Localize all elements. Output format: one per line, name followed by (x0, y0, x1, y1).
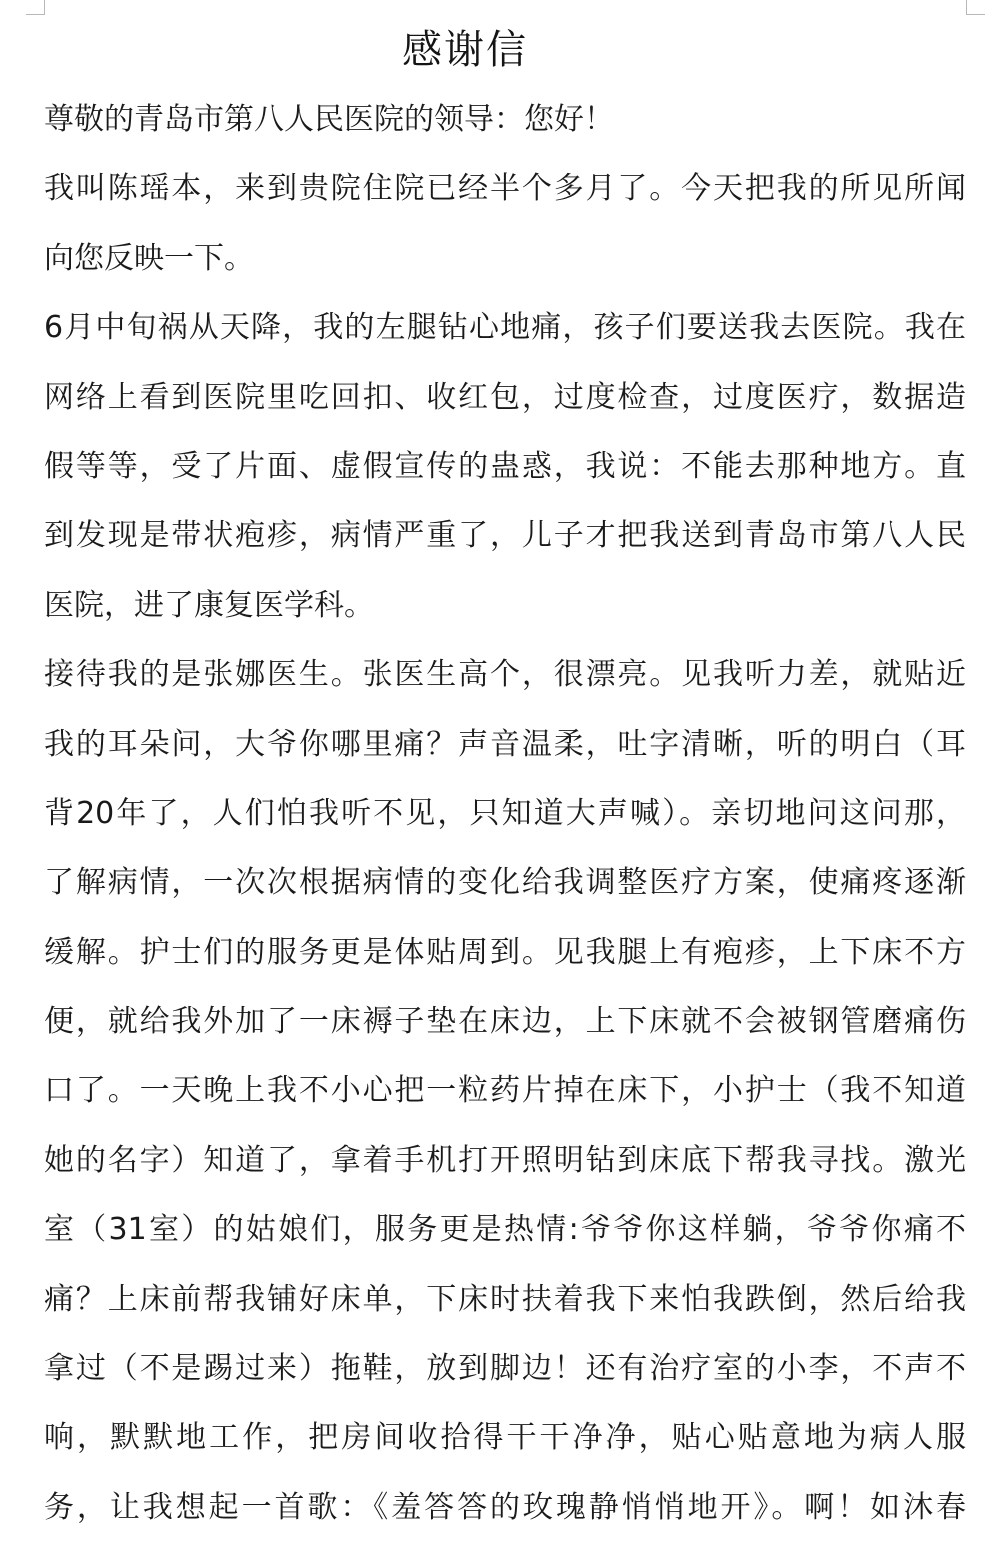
document-title: 感谢信 (402, 27, 528, 73)
text-line: 便，就给我外加了一床褥子垫在床边，上下床就不会被钢管磨痛伤 (44, 1004, 966, 1040)
text-line: 背20年了，人们怕我听不见，只知道大声喊）。亲切地问这问那， (44, 795, 966, 831)
text-line: 务，让我想起一首歌：《羞答答的玫瑰静悄悄地开》。啊！如沐春 (44, 1489, 966, 1525)
text-line: 口了。一天晚上我不小心把一粒药片掉在床下，小护士（我不知道 (44, 1073, 966, 1109)
text-line: 响，默默地工作，把房间收拾得干干净净，贴心贴意地为病人服 (44, 1420, 966, 1456)
text-line: 向您反映一下。 (44, 240, 254, 276)
page-corner-marker-right (966, 0, 985, 15)
text-line: 拿过（不是踢过来）拖鞋，放到脚边！还有治疗室的小李，不声不 (44, 1351, 966, 1387)
page-corner-marker-left (26, 0, 45, 15)
text-line: 缓解。护士们的服务更是体贴周到。见我腿上有疱疹，上下床不方 (44, 934, 966, 970)
text-line: 尊敬的青岛市第八人民医院的领导：您好！ (44, 102, 614, 137)
text-line: 我叫陈瑶本，来到贵院住院已经半个多月了。今天把我的所见所闻 (44, 171, 966, 207)
text-line: 医院，进了康复医学科。 (44, 587, 374, 623)
text-line: 室（31室）的姑娘们，服务更是热情:爷爷你这样躺，爷爷你痛不 (44, 1212, 966, 1248)
text-line: 她的名字）知道了，拿着手机打开照明钻到床底下帮我寻找。激光 (44, 1142, 966, 1178)
text-line: 痛？上床前帮我铺好床单，下床时扶着我下来怕我跌倒，然后给我 (44, 1281, 966, 1317)
text-line: 网络上看到医院里吃回扣、收红包，过度检查，过度医疗，数据造 (44, 379, 966, 415)
letter-body (44, 87, 966, 1544)
text-line: 到发现是带状疱疹，病情严重了，儿子才把我送到青岛市第八人民 (44, 518, 966, 554)
text-line: 接待我的是张娜医生。张医生高个，很漂亮。见我听力差，就贴近 (44, 657, 966, 693)
text-line: 我的耳朵问，大爷你哪里痛？声音温柔，吐字清晰，听的明白（耳 (44, 726, 966, 762)
text-line: 假等等，受了片面、虚假宣传的蛊惑，我说：不能去那种地方。直 (44, 448, 966, 484)
text-line: 6月中旬祸从天降，我的左腿钻心地痛，孩子们要送我去医院。我在 (44, 310, 966, 346)
text-line: 了解病情，一次次根据病情的变化给我调整医疗方案，使痛疼逐渐 (44, 865, 966, 901)
